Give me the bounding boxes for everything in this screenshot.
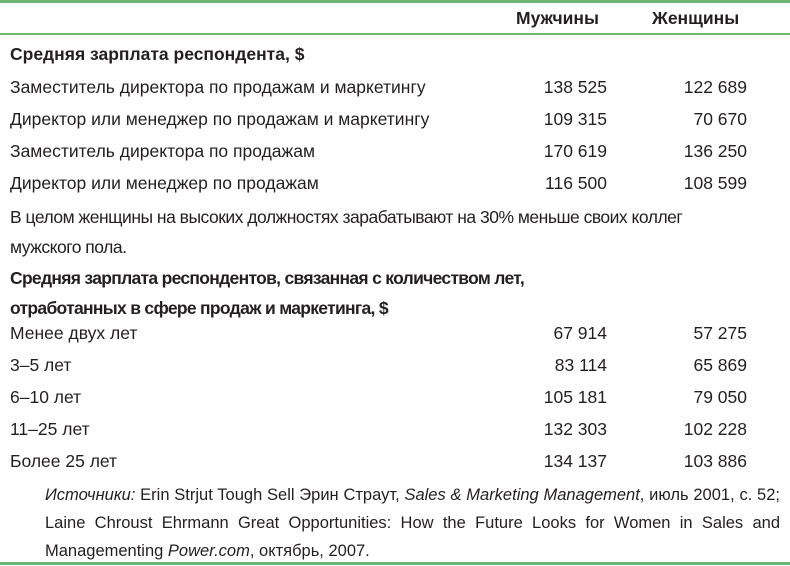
row-label: Заместитель директора по продажам xyxy=(10,141,315,161)
men-value: 67 914 xyxy=(553,323,607,343)
men-value: 109 315 xyxy=(543,109,607,129)
men-value: 138 525 xyxy=(543,77,607,97)
table-row xyxy=(10,109,780,141)
column-header-men: Мужчины xyxy=(516,8,599,28)
men-value: 116 500 xyxy=(545,173,607,193)
section1-title: Средняя зарплата респондента, $ xyxy=(10,44,305,64)
table-row xyxy=(10,141,780,173)
sources-part2: , июль 2001, с. 52; Laine Chroust Ehrmann Great Opportunities: How the Future Looks for Women in Sales and Managementing xyxy=(45,486,780,560)
men-value: 170 619 xyxy=(543,141,607,161)
table-row xyxy=(10,451,780,483)
row-label: 3–5 лет xyxy=(10,355,72,375)
men-value: 132 303 xyxy=(543,419,607,439)
women-value: 70 670 xyxy=(693,109,747,129)
sources-site: Power.com xyxy=(167,542,250,560)
sources-note xyxy=(45,481,780,565)
section2-title xyxy=(10,263,770,323)
summary-note-line1: В целом женщины на высоких должностях зарабатывают на 30% меньше своих коллег xyxy=(10,207,683,227)
column-header-women: Женщины xyxy=(652,8,740,28)
women-value: 136 250 xyxy=(683,141,747,161)
table-row xyxy=(10,323,780,355)
men-value: 83 114 xyxy=(554,355,607,375)
row-label: 6–10 лет xyxy=(10,387,82,407)
table-row xyxy=(10,173,780,205)
women-value: 122 689 xyxy=(683,77,747,97)
section1-title-row xyxy=(10,44,780,76)
row-label: Директор или менеджер по продажам и маркетингу xyxy=(10,109,430,129)
section2-title-line2: отработанных в сфере продаж и маркетинга, $ xyxy=(10,298,388,318)
sources-part1: Erin Strjut Tough Sell Эрин Страут, xyxy=(135,486,405,504)
bottom-rule xyxy=(0,562,790,565)
table-row xyxy=(10,355,780,387)
row-label: Менее двух лет xyxy=(10,323,138,343)
section2-title-line1: Средняя зарплата респондентов, связанная с количеством лет, xyxy=(10,268,525,288)
women-value: 102 228 xyxy=(683,419,747,439)
row-label: Заместитель директора по продажам и маркетингу xyxy=(10,77,426,97)
row-label: 11–25 лет xyxy=(10,419,90,439)
table-row xyxy=(10,419,780,451)
row-label: Более 25 лет xyxy=(10,451,118,471)
women-value: 57 275 xyxy=(693,323,747,343)
men-value: 134 137 xyxy=(543,451,607,471)
women-value: 79 050 xyxy=(693,387,747,407)
table-row xyxy=(10,77,780,109)
sources-part3: , октябрь, 2007. xyxy=(249,542,370,560)
top-rule xyxy=(0,0,790,3)
table-row xyxy=(10,387,780,419)
women-value: 108 599 xyxy=(683,173,747,193)
header-rule xyxy=(0,33,790,35)
sources-journal: Sales & Marketing Management xyxy=(404,486,640,504)
summary-note xyxy=(10,202,770,262)
women-value: 103 886 xyxy=(683,451,747,471)
women-value: 65 869 xyxy=(693,355,747,375)
row-label: Директор или менеджер по продажам xyxy=(10,173,319,193)
summary-note-line2: мужского пола. xyxy=(10,237,127,257)
men-value: 105 181 xyxy=(543,387,607,407)
sources-prefix: Источники: xyxy=(45,486,136,504)
